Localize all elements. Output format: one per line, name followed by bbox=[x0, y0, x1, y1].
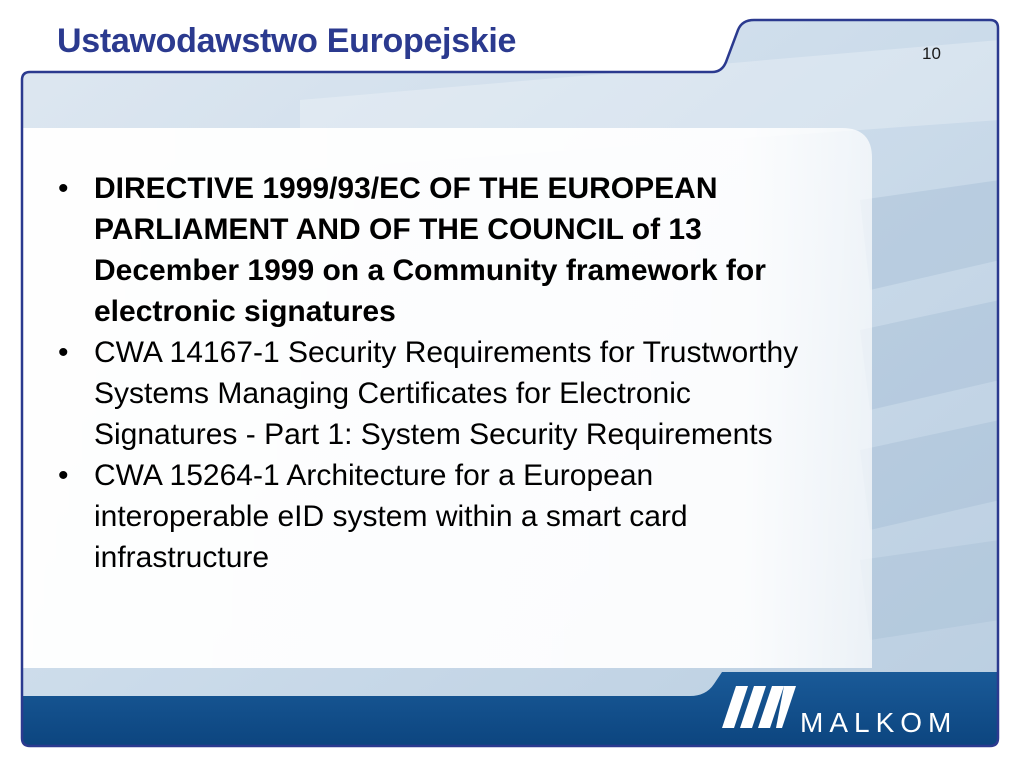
slide-title: Ustawodawstwo Europejskie bbox=[57, 22, 517, 60]
bullet-icon: • bbox=[58, 336, 69, 369]
bullet-item-cwa-15264 bbox=[52, 455, 812, 578]
bullet-item-directive bbox=[52, 168, 812, 332]
bullet-text: DIRECTIVE 1999/93/EC OF THE EUROPEAN PARLIAMENT AND OF THE COUNCIL of 13 December 1999 on a Community framework for electronic signatures bbox=[94, 172, 766, 328]
bullet-text: CWA 14167-1 Security Requirements for Trustworthy Systems Managing Certificates for Electronic Signatures - Part 1: System Security Requirements bbox=[94, 336, 799, 451]
malkom-logo-icon bbox=[722, 686, 802, 737]
bullet-icon: • bbox=[58, 459, 69, 492]
bullet-icon: • bbox=[58, 172, 69, 205]
bullet-item-cwa-14167 bbox=[52, 332, 812, 455]
bullet-text: CWA 15264-1 Architecture for a European interoperable eID system within a smart card infrastructure bbox=[94, 459, 688, 574]
malkom-logo-text: MALKOM bbox=[800, 707, 958, 738]
page-number: 10 bbox=[922, 44, 941, 63]
bullet-list bbox=[52, 168, 812, 578]
